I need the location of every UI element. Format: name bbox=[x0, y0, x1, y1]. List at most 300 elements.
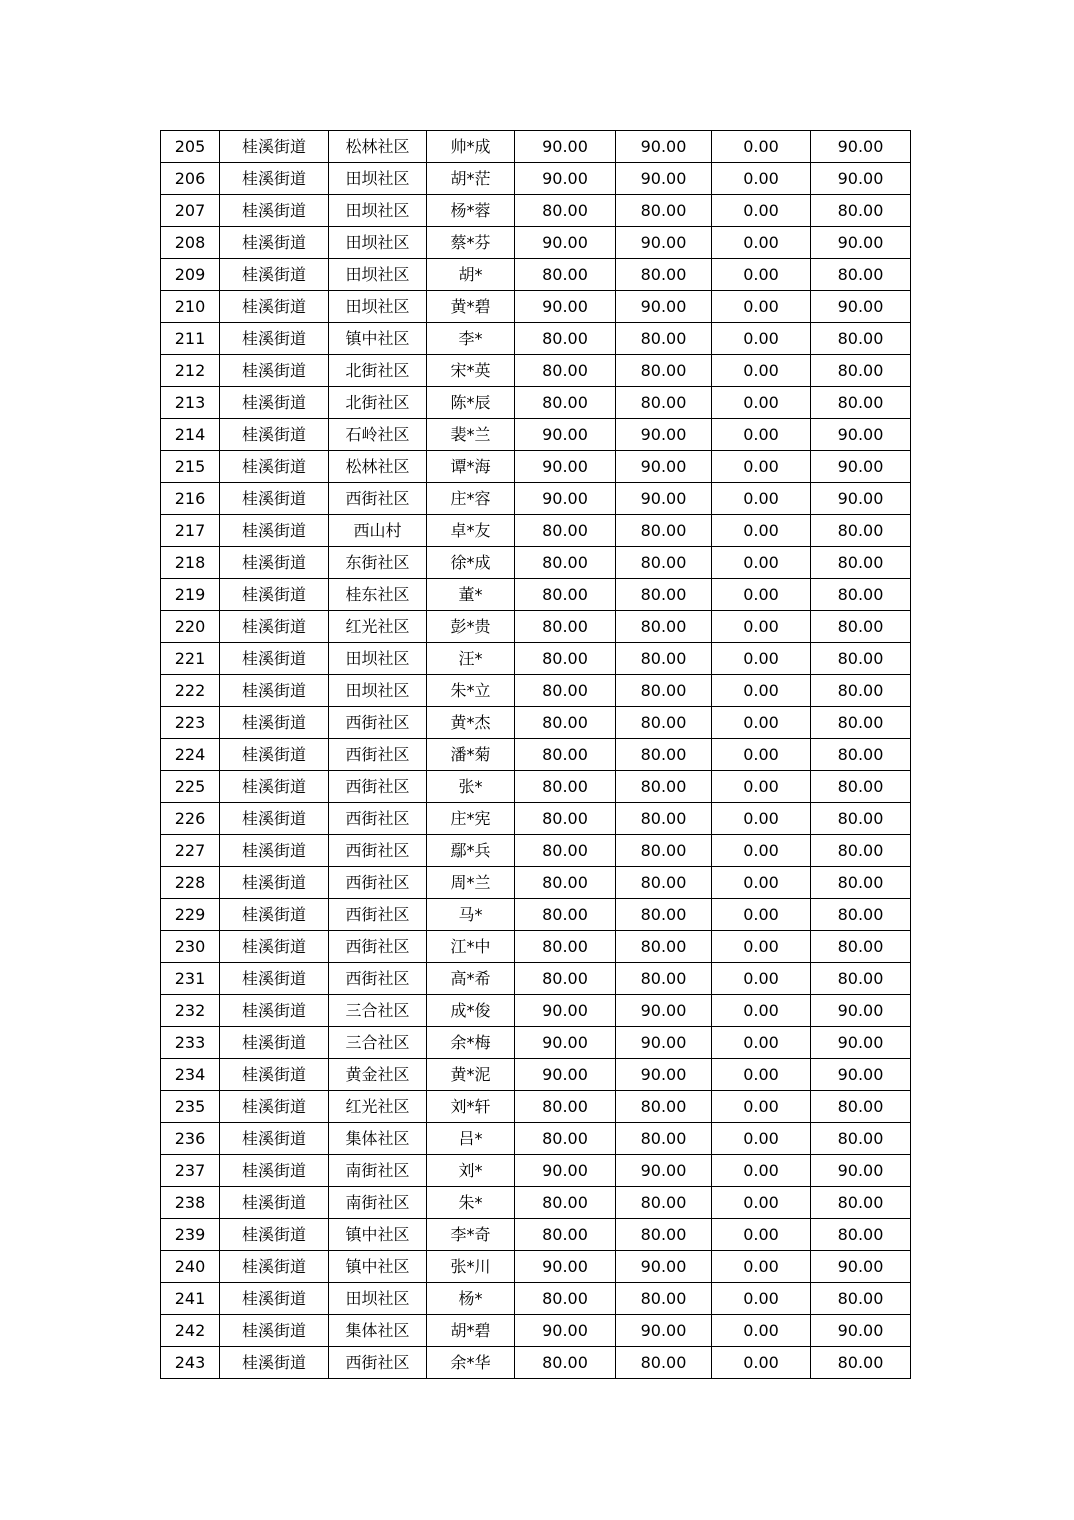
cell-amount-b: 80.00 bbox=[616, 611, 712, 643]
cell-no: 236 bbox=[161, 1123, 220, 1155]
cell-name: 徐*成 bbox=[427, 547, 515, 579]
cell-amount-c: 0.00 bbox=[712, 995, 811, 1027]
table-row bbox=[161, 451, 911, 483]
table-row bbox=[161, 675, 911, 707]
cell-community: 西街社区 bbox=[329, 739, 427, 771]
cell-street: 桂溪街道 bbox=[220, 579, 329, 611]
cell-no: 227 bbox=[161, 835, 220, 867]
cell-name: 吕* bbox=[427, 1123, 515, 1155]
cell-community: 田坝社区 bbox=[329, 291, 427, 323]
cell-street: 桂溪街道 bbox=[220, 451, 329, 483]
cell-amount-total: 80.00 bbox=[811, 515, 911, 547]
cell-no: 238 bbox=[161, 1187, 220, 1219]
cell-amount-b: 80.00 bbox=[616, 931, 712, 963]
cell-amount-c: 0.00 bbox=[712, 419, 811, 451]
cell-amount-c: 0.00 bbox=[712, 131, 811, 163]
cell-amount-a: 90.00 bbox=[515, 1155, 616, 1187]
table-row bbox=[161, 1347, 911, 1379]
cell-community: 西山村 bbox=[329, 515, 427, 547]
table-row bbox=[161, 899, 911, 931]
cell-amount-total: 90.00 bbox=[811, 1027, 911, 1059]
cell-name: 彭*贵 bbox=[427, 611, 515, 643]
cell-amount-b: 90.00 bbox=[616, 131, 712, 163]
cell-amount-c: 0.00 bbox=[712, 1187, 811, 1219]
cell-amount-c: 0.00 bbox=[712, 1219, 811, 1251]
table-row bbox=[161, 131, 911, 163]
table-row bbox=[161, 931, 911, 963]
cell-community: 北街社区 bbox=[329, 387, 427, 419]
cell-amount-a: 90.00 bbox=[515, 419, 616, 451]
cell-street: 桂溪街道 bbox=[220, 835, 329, 867]
cell-name: 胡* bbox=[427, 259, 515, 291]
cell-amount-total: 80.00 bbox=[811, 323, 911, 355]
cell-no: 210 bbox=[161, 291, 220, 323]
cell-no: 209 bbox=[161, 259, 220, 291]
cell-amount-a: 90.00 bbox=[515, 1251, 616, 1283]
cell-amount-a: 90.00 bbox=[515, 1315, 616, 1347]
cell-amount-total: 80.00 bbox=[811, 355, 911, 387]
cell-amount-total: 80.00 bbox=[811, 579, 911, 611]
cell-amount-b: 90.00 bbox=[616, 995, 712, 1027]
cell-no: 241 bbox=[161, 1283, 220, 1315]
table-row bbox=[161, 579, 911, 611]
table-row bbox=[161, 1187, 911, 1219]
cell-street: 桂溪街道 bbox=[220, 1027, 329, 1059]
cell-amount-b: 80.00 bbox=[616, 643, 712, 675]
cell-amount-total: 80.00 bbox=[811, 1123, 911, 1155]
cell-amount-c: 0.00 bbox=[712, 707, 811, 739]
cell-name: 刘* bbox=[427, 1155, 515, 1187]
cell-street: 桂溪街道 bbox=[220, 227, 329, 259]
cell-name: 余*华 bbox=[427, 1347, 515, 1379]
cell-community: 镇中社区 bbox=[329, 323, 427, 355]
cell-no: 223 bbox=[161, 707, 220, 739]
cell-street: 桂溪街道 bbox=[220, 355, 329, 387]
cell-amount-total: 90.00 bbox=[811, 227, 911, 259]
cell-amount-b: 80.00 bbox=[616, 1091, 712, 1123]
cell-amount-a: 90.00 bbox=[515, 291, 616, 323]
cell-name: 帅*成 bbox=[427, 131, 515, 163]
cell-amount-c: 0.00 bbox=[712, 195, 811, 227]
table-row bbox=[161, 419, 911, 451]
cell-street: 桂溪街道 bbox=[220, 1219, 329, 1251]
cell-amount-total: 80.00 bbox=[811, 1283, 911, 1315]
cell-community: 田坝社区 bbox=[329, 195, 427, 227]
cell-amount-b: 80.00 bbox=[616, 323, 712, 355]
cell-amount-c: 0.00 bbox=[712, 547, 811, 579]
cell-amount-c: 0.00 bbox=[712, 771, 811, 803]
cell-amount-a: 80.00 bbox=[515, 675, 616, 707]
cell-amount-a: 80.00 bbox=[515, 707, 616, 739]
cell-name: 马* bbox=[427, 899, 515, 931]
cell-community: 田坝社区 bbox=[329, 675, 427, 707]
cell-community: 西街社区 bbox=[329, 707, 427, 739]
cell-name: 庄*容 bbox=[427, 483, 515, 515]
cell-amount-total: 80.00 bbox=[811, 547, 911, 579]
cell-community: 松林社区 bbox=[329, 451, 427, 483]
cell-amount-c: 0.00 bbox=[712, 387, 811, 419]
cell-amount-b: 80.00 bbox=[616, 547, 712, 579]
cell-no: 234 bbox=[161, 1059, 220, 1091]
cell-street: 桂溪街道 bbox=[220, 899, 329, 931]
cell-amount-total: 80.00 bbox=[811, 771, 911, 803]
cell-amount-b: 80.00 bbox=[616, 771, 712, 803]
cell-no: 237 bbox=[161, 1155, 220, 1187]
table-row bbox=[161, 323, 911, 355]
cell-amount-c: 0.00 bbox=[712, 323, 811, 355]
cell-amount-a: 90.00 bbox=[515, 131, 616, 163]
cell-community: 南街社区 bbox=[329, 1155, 427, 1187]
cell-name: 杨* bbox=[427, 1283, 515, 1315]
cell-name: 潘*菊 bbox=[427, 739, 515, 771]
cell-name: 黄*泥 bbox=[427, 1059, 515, 1091]
cell-amount-a: 80.00 bbox=[515, 1091, 616, 1123]
cell-amount-total: 80.00 bbox=[811, 899, 911, 931]
cell-community: 田坝社区 bbox=[329, 163, 427, 195]
cell-amount-a: 80.00 bbox=[515, 579, 616, 611]
cell-no: 211 bbox=[161, 323, 220, 355]
table-row bbox=[161, 515, 911, 547]
cell-street: 桂溪街道 bbox=[220, 1315, 329, 1347]
cell-name: 朱* bbox=[427, 1187, 515, 1219]
cell-name: 宋*英 bbox=[427, 355, 515, 387]
cell-community: 北街社区 bbox=[329, 355, 427, 387]
cell-name: 高*希 bbox=[427, 963, 515, 995]
table-row bbox=[161, 355, 911, 387]
cell-amount-total: 80.00 bbox=[811, 835, 911, 867]
cell-amount-b: 90.00 bbox=[616, 419, 712, 451]
subsidy-table bbox=[160, 130, 911, 1379]
cell-amount-total: 90.00 bbox=[811, 995, 911, 1027]
cell-no: 217 bbox=[161, 515, 220, 547]
table-row bbox=[161, 547, 911, 579]
cell-no: 239 bbox=[161, 1219, 220, 1251]
cell-amount-b: 90.00 bbox=[616, 1059, 712, 1091]
cell-community: 西街社区 bbox=[329, 867, 427, 899]
cell-amount-a: 80.00 bbox=[515, 899, 616, 931]
cell-amount-a: 90.00 bbox=[515, 451, 616, 483]
cell-amount-b: 80.00 bbox=[616, 1123, 712, 1155]
cell-street: 桂溪街道 bbox=[220, 547, 329, 579]
table-row bbox=[161, 195, 911, 227]
table-row bbox=[161, 707, 911, 739]
cell-amount-b: 90.00 bbox=[616, 483, 712, 515]
cell-amount-c: 0.00 bbox=[712, 803, 811, 835]
cell-community: 田坝社区 bbox=[329, 259, 427, 291]
cell-amount-a: 90.00 bbox=[515, 1059, 616, 1091]
cell-street: 桂溪街道 bbox=[220, 259, 329, 291]
cell-amount-total: 80.00 bbox=[811, 931, 911, 963]
cell-amount-a: 90.00 bbox=[515, 163, 616, 195]
table-row bbox=[161, 483, 911, 515]
cell-community: 东街社区 bbox=[329, 547, 427, 579]
cell-street: 桂溪街道 bbox=[220, 963, 329, 995]
cell-amount-b: 80.00 bbox=[616, 515, 712, 547]
cell-amount-total: 90.00 bbox=[811, 131, 911, 163]
table-row bbox=[161, 1027, 911, 1059]
cell-community: 西街社区 bbox=[329, 803, 427, 835]
cell-name: 江*中 bbox=[427, 931, 515, 963]
cell-amount-total: 90.00 bbox=[811, 1251, 911, 1283]
cell-name: 庄*宪 bbox=[427, 803, 515, 835]
cell-amount-total: 80.00 bbox=[811, 1219, 911, 1251]
cell-amount-a: 80.00 bbox=[515, 323, 616, 355]
cell-amount-a: 80.00 bbox=[515, 835, 616, 867]
cell-name: 张* bbox=[427, 771, 515, 803]
cell-amount-c: 0.00 bbox=[712, 1091, 811, 1123]
cell-community: 镇中社区 bbox=[329, 1251, 427, 1283]
cell-street: 桂溪街道 bbox=[220, 1283, 329, 1315]
table-row bbox=[161, 995, 911, 1027]
cell-amount-b: 80.00 bbox=[616, 707, 712, 739]
cell-amount-c: 0.00 bbox=[712, 643, 811, 675]
cell-name: 胡*碧 bbox=[427, 1315, 515, 1347]
cell-no: 232 bbox=[161, 995, 220, 1027]
table-row bbox=[161, 867, 911, 899]
table-row bbox=[161, 739, 911, 771]
table-row bbox=[161, 643, 911, 675]
table-row bbox=[161, 611, 911, 643]
cell-amount-a: 80.00 bbox=[515, 1283, 616, 1315]
cell-street: 桂溪街道 bbox=[220, 1251, 329, 1283]
cell-street: 桂溪街道 bbox=[220, 1155, 329, 1187]
cell-amount-b: 80.00 bbox=[616, 1219, 712, 1251]
table-body bbox=[161, 131, 911, 1379]
cell-name: 陈*辰 bbox=[427, 387, 515, 419]
cell-amount-total: 80.00 bbox=[811, 195, 911, 227]
cell-amount-a: 80.00 bbox=[515, 1187, 616, 1219]
cell-name: 张*川 bbox=[427, 1251, 515, 1283]
cell-amount-total: 90.00 bbox=[811, 419, 911, 451]
cell-amount-total: 80.00 bbox=[811, 867, 911, 899]
cell-name: 谭*海 bbox=[427, 451, 515, 483]
cell-street: 桂溪街道 bbox=[220, 643, 329, 675]
cell-street: 桂溪街道 bbox=[220, 1187, 329, 1219]
cell-amount-c: 0.00 bbox=[712, 163, 811, 195]
cell-street: 桂溪街道 bbox=[220, 1347, 329, 1379]
cell-amount-a: 80.00 bbox=[515, 771, 616, 803]
table-row bbox=[161, 1155, 911, 1187]
cell-amount-b: 80.00 bbox=[616, 1347, 712, 1379]
cell-amount-a: 90.00 bbox=[515, 227, 616, 259]
cell-amount-a: 80.00 bbox=[515, 1347, 616, 1379]
cell-street: 桂溪街道 bbox=[220, 195, 329, 227]
cell-community: 松林社区 bbox=[329, 131, 427, 163]
cell-amount-b: 80.00 bbox=[616, 195, 712, 227]
cell-street: 桂溪街道 bbox=[220, 291, 329, 323]
cell-no: 214 bbox=[161, 419, 220, 451]
cell-community: 西街社区 bbox=[329, 771, 427, 803]
cell-amount-c: 0.00 bbox=[712, 899, 811, 931]
cell-amount-b: 80.00 bbox=[616, 1283, 712, 1315]
cell-no: 212 bbox=[161, 355, 220, 387]
cell-amount-b: 80.00 bbox=[616, 867, 712, 899]
cell-amount-c: 0.00 bbox=[712, 1123, 811, 1155]
cell-no: 206 bbox=[161, 163, 220, 195]
cell-street: 桂溪街道 bbox=[220, 483, 329, 515]
cell-community: 南街社区 bbox=[329, 1187, 427, 1219]
cell-amount-c: 0.00 bbox=[712, 483, 811, 515]
cell-amount-total: 80.00 bbox=[811, 643, 911, 675]
cell-no: 222 bbox=[161, 675, 220, 707]
cell-street: 桂溪街道 bbox=[220, 1123, 329, 1155]
cell-amount-a: 80.00 bbox=[515, 515, 616, 547]
cell-street: 桂溪街道 bbox=[220, 131, 329, 163]
cell-amount-total: 80.00 bbox=[811, 963, 911, 995]
cell-amount-a: 80.00 bbox=[515, 611, 616, 643]
cell-community: 镇中社区 bbox=[329, 1219, 427, 1251]
cell-amount-b: 90.00 bbox=[616, 1315, 712, 1347]
cell-amount-total: 80.00 bbox=[811, 707, 911, 739]
cell-name: 黄*杰 bbox=[427, 707, 515, 739]
cell-street: 桂溪街道 bbox=[220, 995, 329, 1027]
cell-street: 桂溪街道 bbox=[220, 1091, 329, 1123]
cell-name: 汪* bbox=[427, 643, 515, 675]
cell-name: 蔡*芬 bbox=[427, 227, 515, 259]
cell-street: 桂溪街道 bbox=[220, 707, 329, 739]
cell-amount-b: 90.00 bbox=[616, 451, 712, 483]
cell-name: 朱*立 bbox=[427, 675, 515, 707]
cell-amount-a: 80.00 bbox=[515, 803, 616, 835]
cell-amount-c: 0.00 bbox=[712, 1027, 811, 1059]
cell-amount-b: 80.00 bbox=[616, 355, 712, 387]
cell-community: 西街社区 bbox=[329, 931, 427, 963]
table-row bbox=[161, 1283, 911, 1315]
cell-street: 桂溪街道 bbox=[220, 867, 329, 899]
cell-no: 240 bbox=[161, 1251, 220, 1283]
cell-no: 228 bbox=[161, 867, 220, 899]
cell-name: 余*梅 bbox=[427, 1027, 515, 1059]
cell-amount-total: 80.00 bbox=[811, 259, 911, 291]
cell-name: 周*兰 bbox=[427, 867, 515, 899]
cell-amount-c: 0.00 bbox=[712, 259, 811, 291]
cell-no: 230 bbox=[161, 931, 220, 963]
cell-street: 桂溪街道 bbox=[220, 611, 329, 643]
cell-no: 219 bbox=[161, 579, 220, 611]
cell-amount-c: 0.00 bbox=[712, 867, 811, 899]
cell-amount-a: 80.00 bbox=[515, 195, 616, 227]
cell-amount-b: 80.00 bbox=[616, 803, 712, 835]
cell-amount-c: 0.00 bbox=[712, 1347, 811, 1379]
cell-community: 三合社区 bbox=[329, 1027, 427, 1059]
cell-amount-c: 0.00 bbox=[712, 1283, 811, 1315]
cell-amount-c: 0.00 bbox=[712, 1155, 811, 1187]
cell-amount-b: 80.00 bbox=[616, 579, 712, 611]
cell-amount-a: 80.00 bbox=[515, 259, 616, 291]
cell-community: 红光社区 bbox=[329, 611, 427, 643]
cell-amount-total: 80.00 bbox=[811, 1091, 911, 1123]
cell-amount-total: 90.00 bbox=[811, 451, 911, 483]
table-row bbox=[161, 1091, 911, 1123]
table-row bbox=[161, 1315, 911, 1347]
cell-community: 三合社区 bbox=[329, 995, 427, 1027]
cell-community: 红光社区 bbox=[329, 1091, 427, 1123]
table-row bbox=[161, 771, 911, 803]
cell-community: 田坝社区 bbox=[329, 1283, 427, 1315]
cell-amount-total: 80.00 bbox=[811, 803, 911, 835]
cell-amount-total: 90.00 bbox=[811, 1059, 911, 1091]
cell-community: 田坝社区 bbox=[329, 643, 427, 675]
cell-name: 李*奇 bbox=[427, 1219, 515, 1251]
cell-no: 213 bbox=[161, 387, 220, 419]
cell-street: 桂溪街道 bbox=[220, 419, 329, 451]
cell-amount-c: 0.00 bbox=[712, 1059, 811, 1091]
cell-amount-c: 0.00 bbox=[712, 1315, 811, 1347]
cell-community: 西街社区 bbox=[329, 899, 427, 931]
cell-amount-b: 90.00 bbox=[616, 1251, 712, 1283]
cell-name: 裴*兰 bbox=[427, 419, 515, 451]
cell-name: 成*俊 bbox=[427, 995, 515, 1027]
cell-amount-a: 90.00 bbox=[515, 1027, 616, 1059]
cell-amount-c: 0.00 bbox=[712, 451, 811, 483]
cell-no: 229 bbox=[161, 899, 220, 931]
cell-street: 桂溪街道 bbox=[220, 1059, 329, 1091]
cell-amount-c: 0.00 bbox=[712, 611, 811, 643]
cell-amount-b: 90.00 bbox=[616, 163, 712, 195]
cell-amount-a: 80.00 bbox=[515, 1123, 616, 1155]
cell-amount-c: 0.00 bbox=[712, 931, 811, 963]
cell-name: 鄢*兵 bbox=[427, 835, 515, 867]
cell-community: 集体社区 bbox=[329, 1315, 427, 1347]
cell-amount-c: 0.00 bbox=[712, 675, 811, 707]
cell-amount-a: 80.00 bbox=[515, 1219, 616, 1251]
cell-amount-c: 0.00 bbox=[712, 963, 811, 995]
cell-amount-a: 90.00 bbox=[515, 483, 616, 515]
cell-amount-b: 80.00 bbox=[616, 1187, 712, 1219]
cell-amount-b: 80.00 bbox=[616, 675, 712, 707]
cell-no: 235 bbox=[161, 1091, 220, 1123]
table-row bbox=[161, 1219, 911, 1251]
cell-name: 黄*碧 bbox=[427, 291, 515, 323]
cell-amount-c: 0.00 bbox=[712, 291, 811, 323]
cell-no: 205 bbox=[161, 131, 220, 163]
cell-name: 董* bbox=[427, 579, 515, 611]
cell-amount-a: 80.00 bbox=[515, 931, 616, 963]
cell-community: 西街社区 bbox=[329, 963, 427, 995]
cell-amount-a: 80.00 bbox=[515, 355, 616, 387]
cell-street: 桂溪街道 bbox=[220, 739, 329, 771]
cell-no: 226 bbox=[161, 803, 220, 835]
cell-amount-a: 80.00 bbox=[515, 547, 616, 579]
cell-amount-total: 90.00 bbox=[811, 483, 911, 515]
cell-amount-c: 0.00 bbox=[712, 835, 811, 867]
cell-name: 杨*蓉 bbox=[427, 195, 515, 227]
cell-community: 西街社区 bbox=[329, 835, 427, 867]
table-row bbox=[161, 835, 911, 867]
table-row bbox=[161, 227, 911, 259]
cell-amount-b: 80.00 bbox=[616, 899, 712, 931]
cell-amount-total: 90.00 bbox=[811, 291, 911, 323]
cell-amount-a: 80.00 bbox=[515, 387, 616, 419]
cell-amount-b: 80.00 bbox=[616, 387, 712, 419]
table-row bbox=[161, 1059, 911, 1091]
cell-community: 西街社区 bbox=[329, 483, 427, 515]
cell-street: 桂溪街道 bbox=[220, 387, 329, 419]
cell-amount-c: 0.00 bbox=[712, 739, 811, 771]
cell-amount-b: 80.00 bbox=[616, 835, 712, 867]
table-row bbox=[161, 387, 911, 419]
cell-street: 桂溪街道 bbox=[220, 771, 329, 803]
cell-street: 桂溪街道 bbox=[220, 163, 329, 195]
cell-street: 桂溪街道 bbox=[220, 803, 329, 835]
cell-amount-c: 0.00 bbox=[712, 1251, 811, 1283]
cell-amount-a: 80.00 bbox=[515, 963, 616, 995]
table-row bbox=[161, 291, 911, 323]
cell-amount-a: 80.00 bbox=[515, 643, 616, 675]
cell-street: 桂溪街道 bbox=[220, 515, 329, 547]
cell-no: 231 bbox=[161, 963, 220, 995]
cell-amount-total: 80.00 bbox=[811, 1347, 911, 1379]
